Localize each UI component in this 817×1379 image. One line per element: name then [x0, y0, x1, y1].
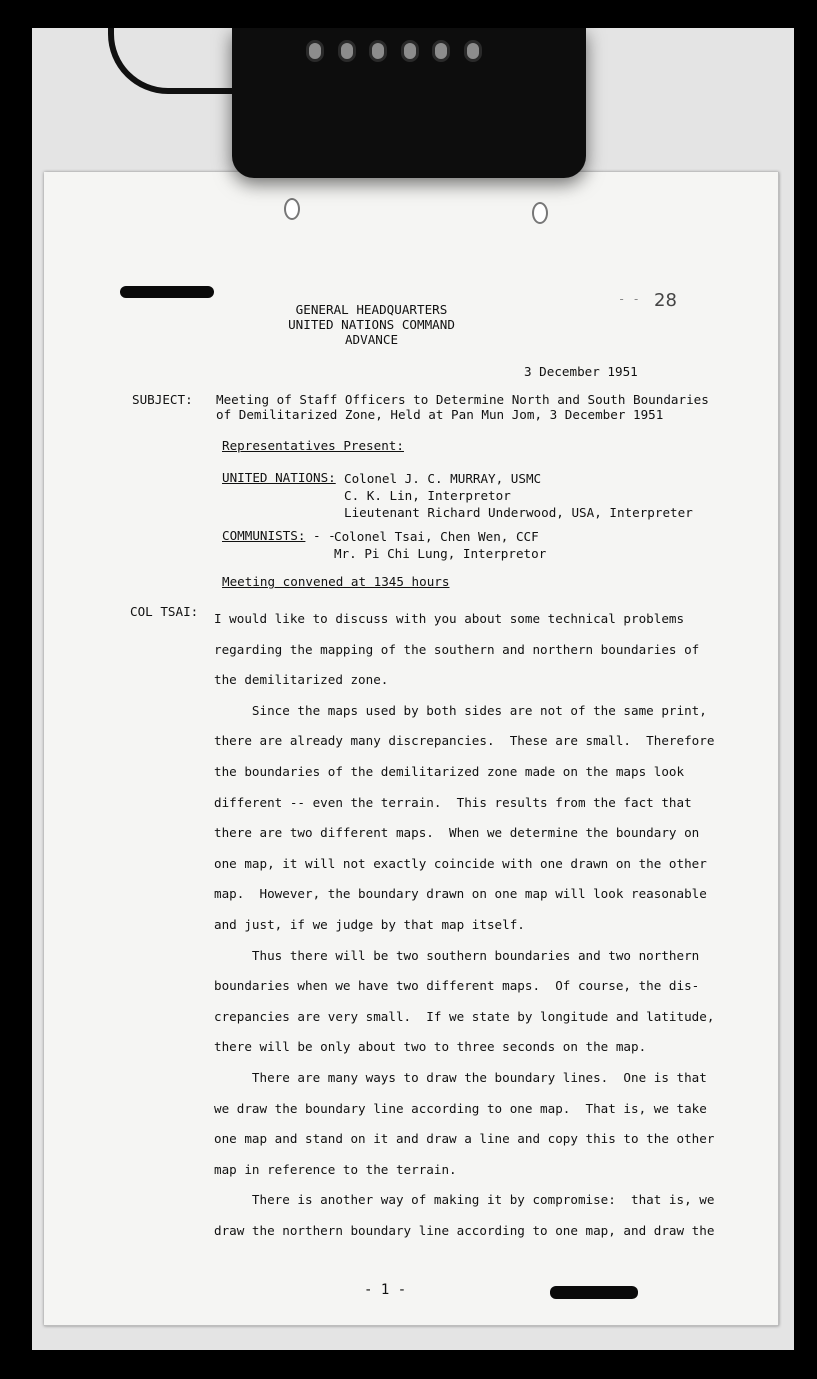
body-line: and just, if we judge by that map itself. [214, 916, 525, 932]
page-footer-number: - 1 - [364, 1282, 407, 1298]
subject-line-2: of Demilitarized Zone, Held at Pan Mun Jom, 3 December 1951 [216, 407, 664, 422]
dash-mark: - - [618, 292, 640, 306]
body-line: one map, it will not exactly coincide with one drawn on the other [214, 855, 707, 871]
body-line: the boundaries of the demilitarized zone made on the maps look [214, 763, 685, 779]
body-line: I would like to discuss with you about some technical problems [214, 611, 685, 626]
clip-ridge [464, 40, 482, 62]
clip-ridges [306, 40, 482, 68]
body-line: Thus there will be two southern boundaries and two northern [214, 947, 700, 963]
body-line: crepancies are very small. If we state by longitude and latitude, [214, 1008, 715, 1024]
letterhead-line-3: ADVANCE [344, 332, 399, 347]
clipboard-clip [232, 28, 586, 178]
clip-ridge [338, 40, 356, 62]
letterhead-line-2: UNITED NATIONS COMMAND [288, 317, 455, 332]
communists-label [222, 528, 336, 543]
body-line: regarding the mapping of the southern and northern boundaries of [214, 641, 700, 657]
communists-dashes: - - [313, 528, 336, 543]
subject-line-1: Meeting of Staff Officers to Determine North and South Boundaries [216, 392, 709, 407]
clip-ridge [432, 40, 450, 62]
letterhead-line-1: GENERAL HEADQUARTERS [295, 302, 448, 317]
representatives-heading: Representatives Present: [222, 438, 404, 453]
subject-label: SUBJECT: [132, 392, 193, 407]
un-rep-1: Colonel J. C. MURRAY, USMC [344, 471, 542, 486]
un-label: UNITED NATIONS: [222, 470, 336, 485]
clip-ridge [401, 40, 419, 62]
speaker-label: COL TSAI: [130, 604, 199, 619]
subject-text [216, 392, 709, 422]
body-line: map. However, the boundary drawn on one map will look reasonable [214, 886, 707, 902]
body-line: the demilitarized zone. [214, 672, 389, 688]
comm-rep-1: Colonel Tsai, Chen Wen, CCF [334, 529, 539, 544]
body-line: different -- even the terrain. This results from the fact that [214, 794, 692, 810]
body-line: There are many ways to draw the boundary lines. One is that [214, 1069, 707, 1085]
un-representatives [344, 470, 693, 521]
body-text [214, 604, 754, 1246]
communists-label-text: COMMUNISTS: [222, 528, 306, 543]
body-line: there are two different maps. When we determine the boundary on [214, 825, 700, 841]
clip-ridge [306, 40, 324, 62]
document-page [44, 172, 779, 1326]
communist-representatives [334, 528, 546, 562]
letterhead [44, 302, 779, 347]
body-line: There is another way of making it by compromise: that is, we [214, 1192, 715, 1208]
meeting-convened: Meeting convened at 1345 hours [222, 574, 450, 589]
body-line: map in reference to the terrain. [214, 1161, 457, 1177]
body-line: we draw the boundary line according to one map. That is, we take [214, 1100, 707, 1116]
punch-hole-right [532, 202, 548, 224]
un-rep-3: Lieutenant Richard Underwood, USA, Interpreter [344, 505, 693, 520]
comm-rep-2: Mr. Pi Chi Lung, Interpretor [334, 546, 547, 561]
body-line: draw the northern boundary line according to one map, and draw the [214, 1222, 715, 1238]
redaction-mark-top [120, 286, 214, 298]
document-date: 3 December 1951 [524, 364, 638, 379]
punch-hole-left [284, 198, 300, 220]
redaction-mark-bottom [550, 1286, 638, 1299]
page-mark: 28 [654, 290, 677, 311]
body-line: there will be only about two to three seconds on the map. [214, 1039, 647, 1055]
body-line: boundaries when we have two different maps. Of course, the dis- [214, 978, 700, 994]
body-line: one map and stand on it and draw a line and copy this to the other [214, 1131, 715, 1147]
un-rep-2: C. K. Lin, Interpretor [344, 488, 511, 503]
clip-ridge [369, 40, 387, 62]
body-line: there are already many discrepancies. These are small. Therefore [214, 733, 715, 749]
body-line: Since the maps used by both sides are not of the same print, [214, 702, 707, 718]
